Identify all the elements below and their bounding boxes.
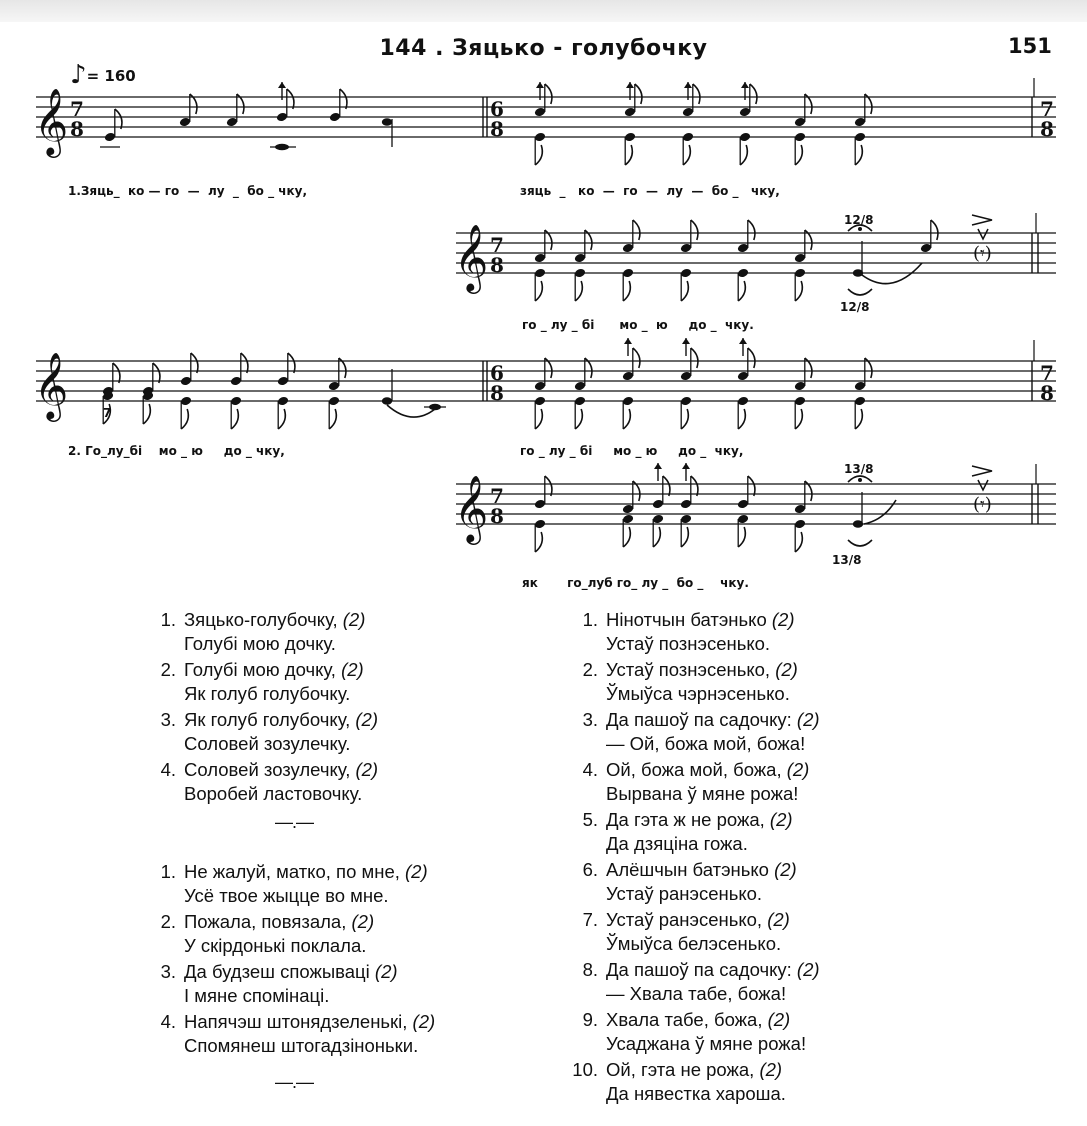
verse-number: 2. — [582, 659, 598, 680]
verse-line-1-text: Соловей зозулечку, — [184, 759, 356, 780]
verse-line-1-text: Алёшчын батэнько — [606, 859, 775, 880]
chord-s3-1-upper-flag — [113, 363, 120, 383]
pitch-arrow-icon — [278, 82, 286, 88]
verse-number: 8. — [582, 959, 598, 980]
eighth-note-icon: ♪ — [70, 60, 87, 90]
time-signature-bottom: 8 — [70, 117, 84, 141]
chord-s3-9-lower-flag — [623, 409, 630, 429]
chord-s2-4-upper-flag — [691, 220, 698, 240]
fermata-2-top-label: 13/8 — [844, 462, 874, 476]
verse-line-1-text: Да будзеш спожываці — [184, 961, 375, 982]
breath-mark-icon — [978, 229, 988, 239]
verse-line-2: Устаў ранэсенько. — [606, 882, 763, 904]
chord-s2-3-upper-flag — [633, 220, 640, 240]
time-signature-top: 6 — [490, 97, 504, 121]
pitch-arrow-icon — [682, 338, 690, 344]
verse-text — [184, 658, 364, 705]
repeat-marker: (2) — [759, 1059, 783, 1080]
verse-item — [572, 1058, 820, 1105]
chord-s1-3-lower-flag — [683, 145, 690, 165]
chord-s4-6-lower-flag — [795, 532, 802, 552]
time-signature-top: 6 — [490, 361, 504, 385]
pitch-arrow-icon — [741, 82, 749, 88]
repeat-marker: (2) — [771, 609, 795, 630]
verse-line-2: Голубі мою дочку. — [184, 632, 336, 654]
repeat-marker: (2) — [412, 1011, 436, 1032]
chord-s3-2-upper-flag — [153, 363, 160, 383]
verse-line-1-text: Зяцько-голубочку, — [184, 609, 343, 630]
treble-clef: 𝄞 — [34, 351, 69, 419]
verse-line-1 — [184, 708, 378, 732]
verse-item — [150, 860, 435, 907]
verse-number: 3. — [160, 961, 176, 982]
verse-text — [184, 708, 378, 755]
verse-line-2: — Хвала табе, божа! — [606, 982, 787, 1004]
chord-s4-1-lower-flag — [535, 532, 542, 552]
chord-s1-1-upper-flag — [545, 84, 552, 104]
note-s2-end-flag — [931, 220, 938, 240]
fermata-2-bottom-icon — [848, 540, 872, 546]
verse-number: 10. — [572, 1059, 598, 1080]
verse-number: 5. — [582, 809, 598, 830]
verse-separator-2: —.— — [275, 1072, 314, 1092]
verse-text — [184, 758, 378, 805]
verse-line-2: Спомянеш штогадзіноньки. — [184, 1034, 419, 1056]
verse-number: 7. — [582, 909, 598, 930]
time-signature-bottom: 8 — [490, 381, 504, 405]
chord-s1-5-lower-flag — [795, 145, 802, 165]
verse-line-1 — [184, 910, 374, 934]
verse-number: 2. — [160, 659, 176, 680]
verse-line-2: Устаў познэсенько. — [606, 632, 771, 654]
verse-number: 6. — [582, 859, 598, 880]
chord-s3-2-lower-flag — [143, 404, 150, 424]
verse-text — [606, 908, 790, 955]
verse-number: 1. — [160, 861, 176, 882]
verse-number: 9. — [582, 1009, 598, 1030]
repeat-marker: (2) — [374, 961, 398, 982]
verse-item — [572, 758, 820, 805]
fermata-2-top-dot — [858, 478, 862, 482]
verse-number: 2. — [160, 911, 176, 932]
verse-line-2: Соловей зозулечку. — [184, 732, 351, 754]
chord-s4-5-upper-flag — [748, 476, 755, 496]
quarter-note-head — [382, 397, 392, 405]
verse-line-2: Усаджана ў мяне рожа! — [606, 1032, 807, 1054]
verse-text — [606, 858, 797, 905]
verse-number: 3. — [160, 709, 176, 730]
verse-line-1 — [184, 608, 365, 632]
chord-s3-5-lower-flag — [278, 409, 285, 429]
accent-icon — [972, 215, 992, 225]
time-signature-bottom: 8 — [490, 253, 504, 277]
verse-item — [150, 1010, 435, 1057]
verse-text — [606, 1058, 786, 1105]
repeat-marker: (2) — [351, 911, 375, 932]
pitch-arrow-icon — [536, 82, 544, 88]
time-signature-top: 7 — [1040, 361, 1054, 385]
chord-s4-3-lower-flag — [653, 527, 660, 547]
pitch-arrow-icon — [684, 82, 692, 88]
chord-s2-2-lower-flag — [575, 281, 582, 301]
verse-line-2: Ўмыўса чэрнэсенько. — [606, 682, 790, 704]
time-signature-top: 7 — [70, 97, 84, 121]
verse-line-1 — [606, 758, 809, 782]
verse-line-1-text: Голубі мою дочку, — [184, 659, 342, 680]
verse-line-2: Ўмыўса белэсенько. — [606, 932, 782, 954]
verse-item — [572, 908, 820, 955]
verse-line-1 — [184, 758, 378, 782]
pitch-arrow-icon — [624, 338, 632, 344]
verse-line-1 — [606, 908, 790, 932]
lyrics-line-2: го _ лу _ бі мо _ ю до _ чку. — [522, 318, 754, 332]
verse-text — [606, 958, 820, 1005]
chord-s3-8-lower-flag — [575, 409, 582, 429]
chord-s4-5-lower-flag — [738, 527, 745, 547]
small-seven-mark: 7 — [103, 406, 112, 420]
lyrics-line-4: як го_луб го_ лу _ бо _ чку. — [522, 576, 749, 590]
chord-s1-4-lower-flag — [740, 145, 747, 165]
repeat-marker: (2) — [774, 859, 797, 880]
verse-line-2: Да дзяціна гожа. — [606, 832, 748, 854]
verse-line-1 — [606, 708, 820, 732]
page-number: 151 — [1008, 34, 1052, 58]
verse-text — [606, 658, 798, 705]
verse-line-2: У скірдонькі поклала. — [184, 934, 367, 956]
time-signature-top: 7 — [490, 484, 504, 508]
verse-line-1 — [606, 958, 820, 982]
chord-s3-9-upper-flag — [633, 348, 640, 368]
chord-s3-4-upper-flag — [241, 353, 248, 373]
repeat-marker: (2) — [775, 659, 798, 680]
repeat-marker: (2) — [355, 709, 379, 730]
verses-left-bottom — [150, 860, 435, 1060]
verse-line-1-text: Хвала табе, божа, — [606, 1009, 768, 1030]
verse-text — [184, 1010, 435, 1057]
chord-s3-11-upper-flag — [748, 348, 755, 368]
verse-text — [606, 758, 809, 805]
verse-item — [150, 758, 378, 805]
treble-clef: 𝄞 — [34, 87, 69, 155]
verse-line-1 — [606, 1058, 786, 1082]
verse-line-1-text: Нінотчын батэнько — [606, 609, 772, 630]
verse-text — [606, 808, 793, 855]
chord-s3-13-lower-flag — [855, 409, 862, 429]
verse-line-2: Як голуб голубочку. — [184, 682, 351, 704]
chord-s3-3-lower-flag — [181, 409, 188, 429]
chord-s3-4-lower-flag — [231, 409, 238, 429]
chord-s3-10-lower-flag — [681, 409, 688, 429]
verse-line-2: Вырвана ў мяне рожа! — [606, 782, 799, 804]
verse-line-1-text: Устаў познэсенько, — [606, 659, 776, 680]
repeat-marker: (2) — [767, 909, 790, 930]
tempo-value: = 160 — [86, 67, 136, 85]
note-s1-1-flag — [115, 109, 122, 129]
pitch-arrow-icon — [739, 338, 747, 344]
verse-text — [606, 608, 795, 655]
verse-line-1 — [184, 1010, 435, 1034]
verse-item — [572, 858, 820, 905]
time-signature-top: 7 — [1040, 97, 1054, 121]
verse-item — [572, 708, 820, 755]
verse-line-2: Да нявестка хароша. — [606, 1082, 786, 1104]
verse-line-1 — [184, 658, 364, 682]
verse-line-2: Усё твое жыцце во мне. — [184, 884, 389, 906]
fermata-1-bottom-label: 12/8 — [840, 300, 870, 314]
chord-s1-2-lower-flag — [625, 145, 632, 165]
verse-item — [150, 658, 378, 705]
verse-line-1 — [184, 960, 398, 984]
verse-line-1 — [606, 808, 793, 832]
verses-left-top — [150, 608, 378, 808]
treble-clef: 𝄞 — [454, 223, 489, 291]
quarter-note-head — [382, 118, 392, 126]
lyrics-line-1-right: зяць _ ко — го — лу — бо _ чку, — [520, 184, 780, 198]
verse-line-1 — [606, 608, 795, 632]
chord-s2-6-lower-flag — [795, 281, 802, 301]
verse-item — [572, 608, 820, 655]
chord-s3-5-upper-flag — [288, 353, 295, 373]
verse-item — [150, 608, 378, 655]
verse-text — [606, 708, 820, 755]
lyrics-line-1-left: 1.Зяць_ ко — го — лу _ бо _ чку, — [68, 184, 308, 198]
verse-line-1-text: Напячэш штонядзеленькі, — [184, 1011, 413, 1032]
chord-s2-4-lower-flag — [681, 281, 688, 301]
chord-s3-7-lower-flag — [535, 409, 542, 429]
verse-line-1 — [606, 658, 798, 682]
verse-line-1-text: Ой, гэта не рожа, — [606, 1059, 760, 1080]
verse-line-1-text: Да пашоў па садочку: — [606, 709, 797, 730]
time-signature-bottom: 8 — [1040, 381, 1054, 405]
verses-right — [572, 608, 820, 1108]
verse-text — [184, 960, 398, 1007]
chord-s4-3-upper-flag — [663, 476, 670, 496]
verse-item — [150, 910, 435, 957]
verse-item — [572, 808, 820, 855]
lyrics-line-3-left: 2. Го_лу_бі мо _ ю до _ чку, — [68, 444, 285, 458]
verse-line-1 — [184, 860, 428, 884]
chord-s2-3-lower-flag — [623, 281, 630, 301]
repeat-marker: (2) — [342, 609, 366, 630]
chord-s3-6-lower-flag — [329, 409, 336, 429]
fermata-1-top-label: 12/8 — [844, 213, 874, 227]
chord-s1-3-upper-flag — [693, 84, 700, 104]
verse-item — [150, 960, 435, 1007]
chord-s4-4-upper-flag — [691, 476, 698, 496]
chord-s1-4-upper-flag — [750, 84, 757, 104]
treble-clef: 𝄞 — [454, 474, 489, 542]
verse-line-2: — Ой, божа мой, божа! — [606, 732, 806, 754]
verse-number: 1. — [160, 609, 176, 630]
verse-line-1-text: Да пашоў па садочку: — [606, 959, 797, 980]
verse-text — [184, 910, 374, 957]
repeat-marker: (2) — [355, 759, 379, 780]
verse-line-1-text: Ой, божа мой, божа, — [606, 759, 787, 780]
verse-number: 4. — [582, 759, 598, 780]
fermata-1-top-dot — [858, 227, 862, 231]
rest-glyph-icon: (𝄾) — [973, 243, 992, 264]
rest-glyph-icon: (𝄾) — [973, 494, 992, 515]
verse-number: 3. — [582, 709, 598, 730]
verse-line-1 — [606, 1008, 806, 1032]
verse-number: 4. — [160, 759, 176, 780]
note-s1-5-flag — [340, 89, 347, 109]
chord-s1-6-lower-flag — [855, 145, 862, 165]
verse-item — [572, 958, 820, 1005]
chord-s1-2-upper-flag — [635, 84, 642, 104]
time-signature-bottom: 8 — [490, 117, 504, 141]
verse-line-1-text: Як голуб голубочку, — [184, 709, 356, 730]
note-s1-4-low-head — [275, 144, 289, 150]
verse-item — [572, 658, 820, 705]
chord-s3-10-upper-flag — [691, 348, 698, 368]
breath-mark-icon — [978, 480, 988, 490]
fermata-2-bottom-label: 13/8 — [832, 553, 862, 567]
chord-s4-4-lower-flag — [681, 527, 688, 547]
verse-item — [150, 708, 378, 755]
chord-s4-2-lower-flag — [623, 527, 630, 547]
fermata-1-bottom-icon — [848, 289, 872, 295]
song-title: 144 . Зяцько - голубочку — [379, 36, 708, 61]
repeat-marker: (2) — [796, 959, 820, 980]
verse-line-2: І мяне спомінаці. — [184, 984, 330, 1006]
chord-s4-1-upper-flag — [545, 476, 552, 496]
verse-separator-1: —.— — [275, 812, 314, 832]
lyrics-line-3-right: го _ лу _ бі мо _ ю до _ чку, — [520, 444, 744, 458]
verse-line-1-text: Не жалуй, матко, по мне, — [184, 861, 406, 882]
chord-s1-1-lower-flag — [535, 145, 542, 165]
accent-icon — [972, 466, 992, 476]
verse-line-1 — [606, 858, 797, 882]
repeat-marker: (2) — [786, 759, 810, 780]
time-signature-bottom: 8 — [490, 504, 504, 528]
verse-number: 1. — [582, 609, 598, 630]
verse-text — [184, 860, 428, 907]
chord-s2-1-lower-flag — [535, 281, 542, 301]
repeat-marker: (2) — [796, 709, 820, 730]
verse-line-1-text: Да гэта ж не рожа, — [606, 809, 770, 830]
chord-s3-11-lower-flag — [738, 409, 745, 429]
verse-line-2: Воробей ластовочку. — [184, 782, 363, 804]
repeat-marker: (2) — [405, 861, 428, 882]
verse-item — [572, 1008, 820, 1055]
pitch-arrow-icon — [682, 463, 690, 469]
repeat-marker: (2) — [769, 809, 793, 830]
verse-text — [184, 608, 365, 655]
pitch-arrow-icon — [654, 463, 662, 469]
verse-text — [606, 1008, 806, 1055]
pitch-arrow-icon — [626, 82, 634, 88]
chord-s2-5-lower-flag — [738, 281, 745, 301]
verse-number: 4. — [160, 1011, 176, 1032]
chord-s3-12-lower-flag — [795, 409, 802, 429]
verse-line-1-text: Пожала, повязала, — [184, 911, 352, 932]
note-s1-4-flag — [287, 89, 294, 109]
time-signature-bottom: 8 — [1040, 117, 1054, 141]
chord-s3-3-upper-flag — [191, 353, 198, 373]
chord-s2-5-upper-flag — [748, 220, 755, 240]
repeat-marker: (2) — [341, 659, 364, 680]
repeat-marker: (2) — [767, 1009, 791, 1030]
verse-line-1-text: Устаў ранэсенько, — [606, 909, 768, 930]
time-signature-top: 7 — [490, 233, 504, 257]
